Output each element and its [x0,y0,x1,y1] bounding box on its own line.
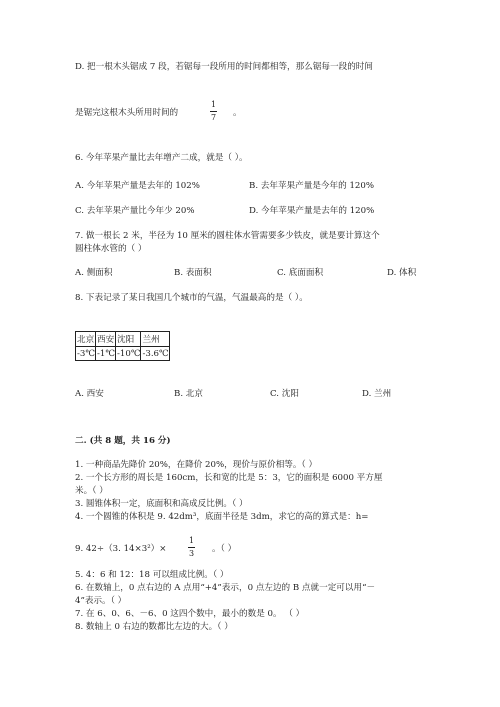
judge-item-8: 8. 数轴上 0 右边的数都比左边的大。（ ） [75,622,233,632]
judge-item-4-formula: 9. 42÷（3. 14×3²）× [75,544,167,554]
q5-option-d-line1: D. 把一根木头锯成 7 段，若锯每一段所用的时间都相等，那么锯每一段的时间 [75,62,373,72]
q7-stem-line2: 圆柱体水管的（ ） [75,244,147,254]
judge-item-1: 1. 一种商品先降价 20%，在降价 20%，现价与原价相等。（ ） [75,460,318,470]
q7-option-c: C. 底面面积 [277,268,324,278]
judge-item-6: 6. 在数轴上，0 点右边的 A 点用“+4”表示，0 点左边的 B 点就一定可以用“－ [75,583,376,593]
section-title: 二. (共 8 题，共 16 分) [75,436,171,446]
table-row-temps [76,347,170,361]
table-cell: -1℃ [97,348,115,359]
table-row-cities [76,332,170,347]
fraction-numerator: 1 [210,100,217,109]
q7-option-d: D. 体积 [387,268,417,278]
q8-option-b: B. 北京 [174,389,203,399]
q6-option-b: B. 去年苹果产量是今年的 120% [249,181,375,191]
judge-item-6-cont: 4”表示。（ ） [75,596,127,606]
table-cell: -10℃ [117,348,141,359]
q7-option-a: A. 侧面积 [75,268,113,278]
q6-option-d: D. 今年苹果产量是去年的 120% [249,206,375,216]
q6-option-c: C. 去年苹果产量比今年少 20% [75,206,195,216]
table-cell: 北京 [76,332,96,347]
judge-item-3: 3. 圆锥体积一定，底面积和高成反比例。（ ） [75,499,248,509]
fraction-denominator: 7 [210,112,217,122]
q8-option-a: A. 西安 [75,389,104,399]
temperature-table [75,331,170,361]
judge-item-7: 7. 在 6、0、6、－6、0 这四个数中，最小的数是 0。 （ ） [75,609,305,619]
q8-stem: 8. 下表记录了某日我国几个城市的气温，气温最高的是（ ）。 [75,293,308,303]
table-cell: 沈阳 [116,332,141,347]
q5-option-d-line2: 是锯完这根木头所用时间的 [75,108,179,118]
judge-item-2: 2. 一个长方形的周长是 160cm，长和宽的比是 5：3，它的面积是 6000 平方厘 [75,473,383,483]
table-cell: -3℃ [77,348,95,359]
fraction-one-seventh [210,101,217,122]
fraction-bar [210,111,217,112]
q6-stem: 6. 今年苹果产量比去年增产二成，就是（ ）。 [75,153,248,163]
table-cell: -3.6℃ [142,348,169,359]
q7-option-b: B. 表面积 [174,268,212,278]
fraction-bar [188,547,195,548]
table-cell: 西安 [96,332,116,347]
q6-option-a: A. 今年苹果产量是去年的 102% [75,181,200,191]
q8-option-d: D. 兰州 [362,389,392,399]
table-cell: 兰州 [141,332,169,347]
judge-item-2-cont: 米。（ ） [75,486,108,496]
fraction-one-third [188,537,195,558]
fraction-denominator: 3 [188,548,195,558]
judge-item-4: 4. 一个圆锥的体积是 9. 42dm³，底面半径是 3dm，求它的高的算式是：h= [75,512,369,522]
fraction-numerator: 1 [188,536,195,545]
q8-option-c: C. 沈阳 [270,389,299,399]
q5-option-d-end: 。 [233,108,242,118]
judge-item-5: 5. 4：6 和 12：18 可以组成比例。（ ） [75,570,229,580]
q7-stem-line1: 7. 做一根长 2 米，半径为 10 厘米的圆柱体水管需要多少铁皮，就是要计算这个 [75,231,380,241]
judge-item-4-end: 。（ ） [212,544,237,554]
